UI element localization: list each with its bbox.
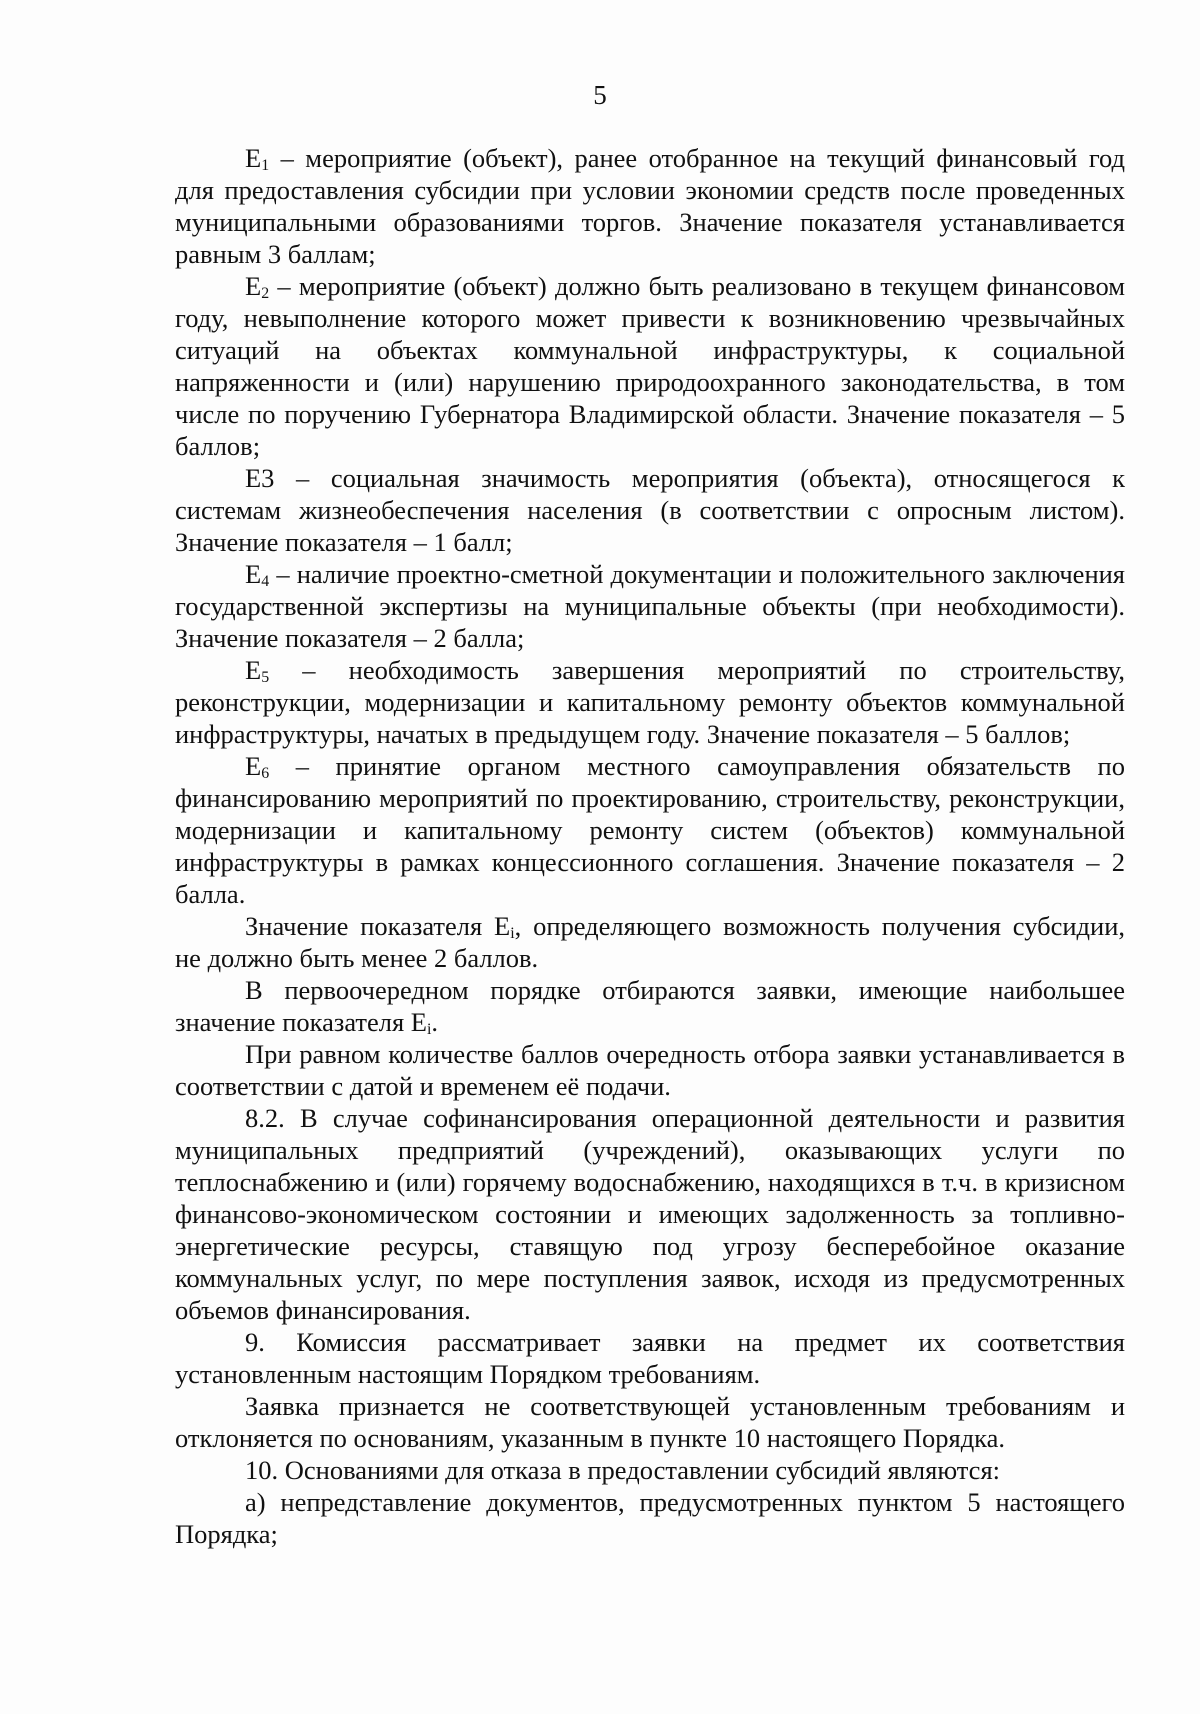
paragraph-e2: $E_2$ – мероприятие (объект) должно быть реализовано в текущем финансовом году, невыполнение которого может привести к возникновению чрезвычайных ситуаций на объектах коммунальной инфраструктуры, к социальной напряженности и (или) нарушению природоохранного законодательства, в том числе по поручению Губернатора Владимирской области. Значение показателя – 5 баллов; [175,271,1125,461]
document-body [175,142,1125,1550]
paragraph-priority: В первоочередном порядке отбираются заявки, имеющие наибольшее значение показателя $E_i$. [175,975,1125,1038]
page-number: 5 [593,80,607,110]
paragraph-equal-score: При равном количестве баллов очередность отбора заявки устанавливается в соответствии с датой и временем её подачи. [175,1039,1125,1101]
paragraph-10-a: а) непредставление документов, предусмотренных пунктом 5 настоящего Порядка; [175,1487,1125,1549]
paragraph-rejection: Заявка признается не соответствующей установленным требованиям и отклоняется по основаниям, указанным в пункте 10 настоящего Порядка. [175,1391,1125,1453]
paragraph-9: 9. Комиссия рассматривает заявки на предмет их соответствия установленным настоящим Порядком требованиям. [175,1327,1125,1389]
paragraph-ei-minimum: Значение показателя $E_i$, определяющего возможность получения субсидии, не должно быть менее 2 баллов. [175,911,1125,973]
paragraph-e6: $E_6$ – принятие органом местного самоуправления обязательств по финансированию мероприятий по проектированию, строительству, реконструкции, модернизации и капитальному ремонту систем (объектов) коммунальной инфраструктуры в рамках концессионного соглашения. Значение показателя – 2 балла. [175,751,1125,909]
paragraph-e3: E3 – социальная значимость мероприятия (объекта), относящегося к системам жизнеобеспечения населения (в соответствии с опросным листом). Значение показателя – 1 балл; [175,463,1125,557]
paragraph-e1: $E_1$ – мероприятие (объект), ранее отобранное на текущий финансовый год для предоставления субсидии при условии экономии средств после проведенных муниципальными образованиями торгов. Значение показателя устанавливается равным 3 баллам; [175,143,1125,269]
paragraph-e4: $E_4$ – наличие проектно-сметной документации и положительного заключения государственной экспертизы на муниципальные объекты (при необходимости). Значение показателя – 2 балла; [175,559,1125,653]
paragraph-e5: $E_5$ – необходимость завершения мероприятий по строительству, реконструкции, модернизации и капитальному ремонту объектов коммунальной инфраструктуры, начатых в предыдущем году. Значение показателя – 5 баллов; [175,655,1125,749]
paragraph-10: 10. Основаниями для отказа в предоставлении субсидий являются: [245,1455,1000,1485]
paragraph-8-2: 8.2. В случае софинансирования операционной деятельности и развития муниципальных предприятий (учреждений), оказывающих услуги по теплоснабжению и (или) горячему водоснабжению, находящихся в т.ч. в кризисном финансово-экономическом состоянии и имеющих задолженность за топливно-энергетические ресурсы, ставящую под угрозу бесперебойное оказание коммунальных услуг, по мере поступления заявок, исходя из предусмотренных объемов финансирования. [175,1103,1125,1325]
